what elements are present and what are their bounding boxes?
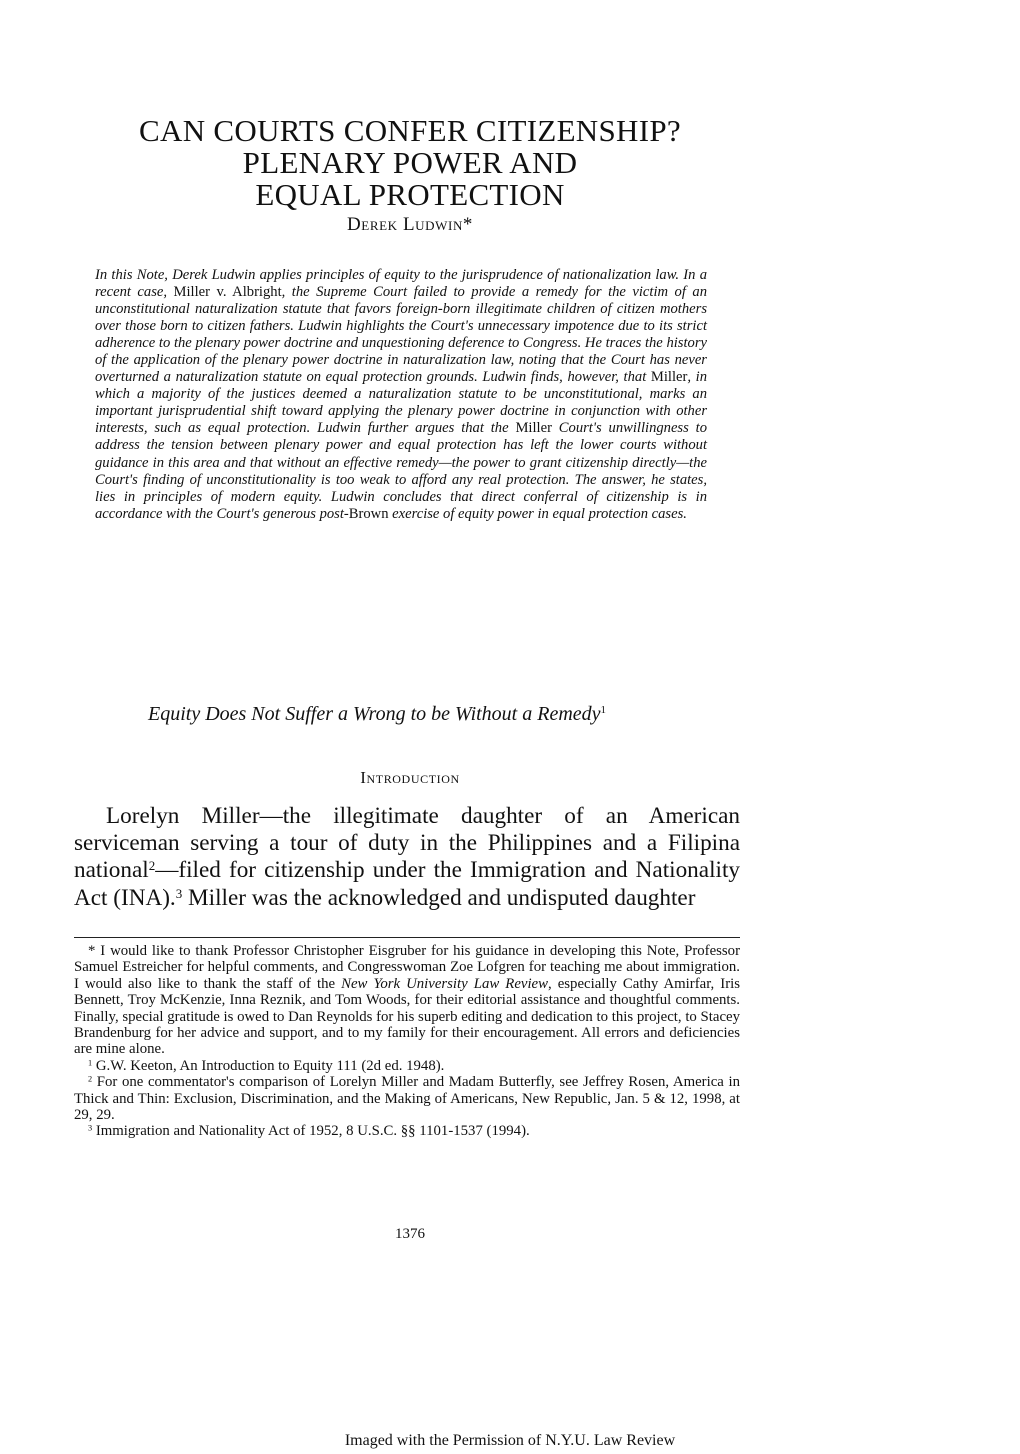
abstract-segment: Court's unwillingness to address the tension between plenary power and equal protection has left the lower courts without guidance in this area and that without an effective remedy—the power to grant citizenship directly—the Court's finding of unconstitutionality is too weak to afford any real protection. The answer, he states, lies in principles of modern equity. Ludwin concludes that direct conferral of citizenship is in accordance with the Court's generous post- <box>95 420 708 522</box>
journal-name: New York University Law Review <box>341 975 548 992</box>
footnote-number: 1 <box>88 1058 93 1068</box>
footnote-divider <box>74 937 740 938</box>
permission-watermark: Imaged with the Permission of N.Y.U. Law Review <box>344 1432 676 1449</box>
abstract-case-name: Brown <box>348 505 389 522</box>
abstract-segment: , in which a majority of the justices deemed a naturalization statute to be unconstitutional, marks an important jurisprudential shift toward applying the plenary power doctrine in conjunction with other interests, such as equal protection. Ludwin further argues that the <box>95 369 707 437</box>
footnote-number: 3 <box>88 1123 93 1133</box>
abstract-case-name: Miller v. Albright <box>173 284 282 301</box>
body-text-segment: Lorelyn Miller—the illegitimate daughter of an American serviceman serving a tour of duty in the Philippines and a Filipina national <box>74 803 740 884</box>
article-title <box>60 115 760 211</box>
abstract-segment: , the Supreme Court failed to provide a remedy for the victim of an unconstitutional naturalization statute that favors foreign-born illegitimate children of citizen mothers over those born to citizen fathers. Ludwin highlights the Court's unnecessary impotence due to its strict adherence to the plenary power doctrine and unquestioning deference to Congress. He traces the history of the application of the plenary power doctrine in naturalization law, noting that the Court has never overturned a naturalization statute on equal protection grounds. Ludwin finds, however, that <box>95 284 707 386</box>
footnote-3 <box>74 1123 740 1139</box>
footnote-mark: * <box>88 943 96 959</box>
epigraph-text: Equity Does Not Suffer a Wrong to be Without a Remedy <box>148 703 601 725</box>
epigraph <box>148 703 728 726</box>
section-heading: Introduction <box>360 768 460 787</box>
footnote-text: G.W. Keeton, An Introduction to Equity 111 (2d ed. 1948). <box>92 1057 445 1074</box>
footnote-ref: 3 <box>175 885 183 901</box>
body-text-segment: —filed for citizenship under the Immigration and Nationality Act (INA). <box>74 857 740 911</box>
abstract-segment: In this Note, Derek Ludwin applies principles of equity to the jurisprudence of nationalization law. In a recent case, <box>95 267 707 301</box>
title-line-1: CAN COURTS CONFER CITIZENSHIP? <box>139 113 681 148</box>
footnote-ref: 2 <box>148 858 156 874</box>
footnote-text: I would like to thank Professor Christopher Eisgruber for his guidance in developing this Note, Professor Samuel Estreicher for helpful comments, and Congresswoman Zoe Lofgren for teaching me about immigration. I would also like to thank the staff of the <box>74 943 740 992</box>
footnote-text: Immigration and Nationality Act of 1952, 8 U.S.C. §§ 1101-1537 (1994). <box>92 1123 530 1140</box>
page-number: 1376 <box>395 1226 425 1242</box>
body-text-segment: Miller was the acknowledged and undisputed daughter <box>182 884 696 911</box>
footnote-1 <box>74 1058 740 1074</box>
body-text <box>74 803 740 912</box>
abstract-case-name: Miller <box>515 420 552 437</box>
title-line-3: EQUAL PROTECTION <box>255 177 565 212</box>
abstract-segment: exercise of equity power in equal protection cases. <box>388 505 687 522</box>
footnotes <box>74 943 740 1140</box>
abstract <box>95 267 707 523</box>
body-paragraph <box>74 803 740 912</box>
footnote-2 <box>74 1074 740 1123</box>
footnote-ref: 1 <box>600 704 607 716</box>
footnote-number: 2 <box>88 1074 93 1084</box>
footnote-star <box>74 943 740 1058</box>
title-line-2: PLENARY POWER AND <box>242 145 578 180</box>
footnote-text: For one commentator's comparison of Lorelyn Miller and Madam Butterfly, see Jeffrey Rosen, America in Thick and Thin: Exclusion, Discrimination, and the Making of Americans, New Republic, Jan. 5 & 12, 1998, at 29, 29. <box>74 1074 740 1124</box>
abstract-case-name: Miller <box>650 369 688 386</box>
author-name: Derek Ludwin* <box>346 214 474 235</box>
footnote-text: , especially Cathy Amirfar, Iris Bennett, Troy McKenzie, Inna Reznik, and Tom Woods, for their editorial assistance and thoughtful comments. Finally, special gratitude is owed to Dan Reynolds for his superb editing and dedication to this project, to Stacey Brandenburg for her advice and support, and to my family for their encouragement. All errors and deficiencies are mine alone. <box>74 975 740 1058</box>
